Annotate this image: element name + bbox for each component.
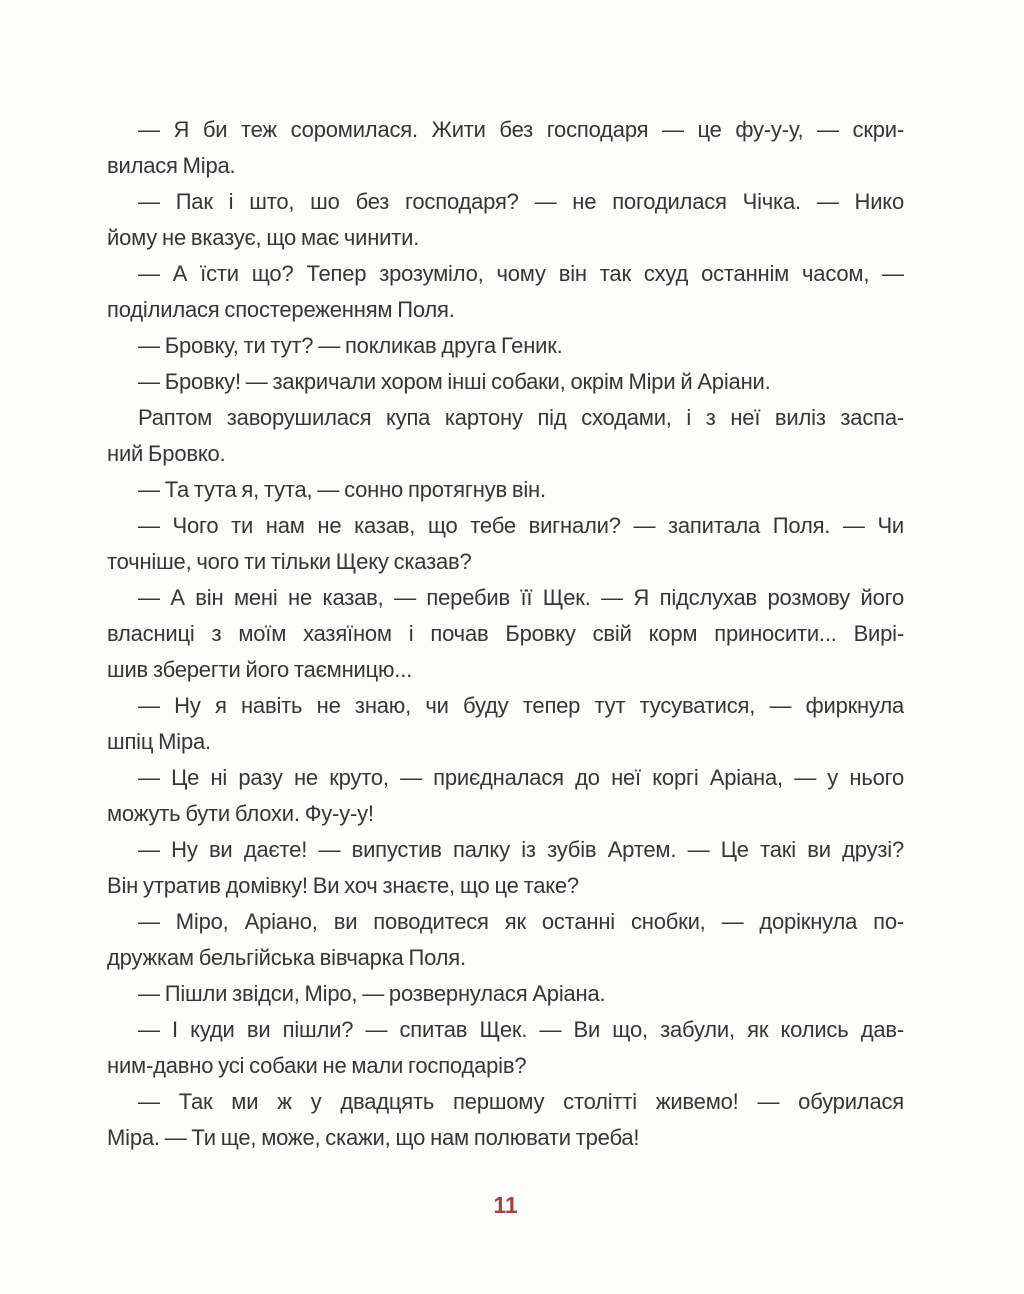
text-line: поділилася спостереженням Поля. [107,297,455,322]
text-line: — І куди ви пішли? — спитав Щек. — Ви що, забули, як колись дав- [138,1017,904,1042]
text-line: ний Бровко. [107,441,226,466]
text-line: — Бровку, ти тут? — покликав друга Геник. [138,333,563,358]
text-line: — Ну я навіть не знаю, чи буду тепер тут тусуватися, — фиркнула [138,693,904,718]
text-line: — Ну ви даєте! — випустив палку із зубів Артем. — Це такі ви друзі? [138,837,904,862]
text-line: власниці з моїм хазяїном і почав Бровку свій корм приносити... Вирі- [107,621,904,646]
text-line: — Це ні разу не круто, — приєдналася до неї коргі Аріана, — у нього [138,765,904,790]
text-line: точніше, чого ти тільки Щеку сказав? [107,549,472,574]
text-line: — Міро, Аріано, ви поводитеся як останні снобки, — дорікнула по- [138,909,904,934]
text-line: ним-давно усі собаки не мали господарів? [107,1053,527,1078]
text-line: — Пак і што, шо без господаря? — не погодилася Чічка. — Нико [138,189,904,214]
text-line: шив зберегти його таємницю... [107,657,413,682]
text-line: вилася Міра. [107,153,236,178]
text-line: — Пішли звідси, Міро, — розвернулася Аріана. [138,981,606,1006]
text-line: — А він мені не казав, — перебив її Щек. — Я підслухав розмову його [138,585,904,610]
text-line: — А їсти що? Тепер зрозуміло, чому він так схуд останнім часом, — [138,261,904,286]
text-line: йому не вказує, що має чинити. [107,225,420,250]
text-line: — Так ми ж у двадцять першому столітті живемо! — обурилася [138,1089,904,1114]
text-line: шпіц Міра. [107,729,211,754]
page-number: 11 [493,1192,518,1218]
text-line: — Чого ти нам не казав, що тебе вигнали? — запитала Поля. — Чи [138,513,904,538]
text-line: Міра. — Ти ще, може, скажи, що нам полювати треба! [107,1125,640,1150]
text-line: Він утратив домівку! Ви хоч знаєте, що це таке? [107,873,579,898]
text-line: дружкам бельгійська вівчарка Поля. [107,945,466,970]
text-line: — Я би теж соромилася. Жити без господаря — це фу-у-у, — скри- [138,117,904,142]
text-line: можуть бути блохи. Фу-у-у! [107,801,374,826]
text-line: — Та тута я, тута, — сонно протягнув він. [138,477,546,502]
text-line: Раптом заворушилася купа картону під сходами, і з неї виліз заспа- [138,405,904,430]
story-text-block [107,112,904,1156]
text-line: — Бровку! — закричали хором інші собаки, окрім Міри й Аріани. [138,369,771,394]
